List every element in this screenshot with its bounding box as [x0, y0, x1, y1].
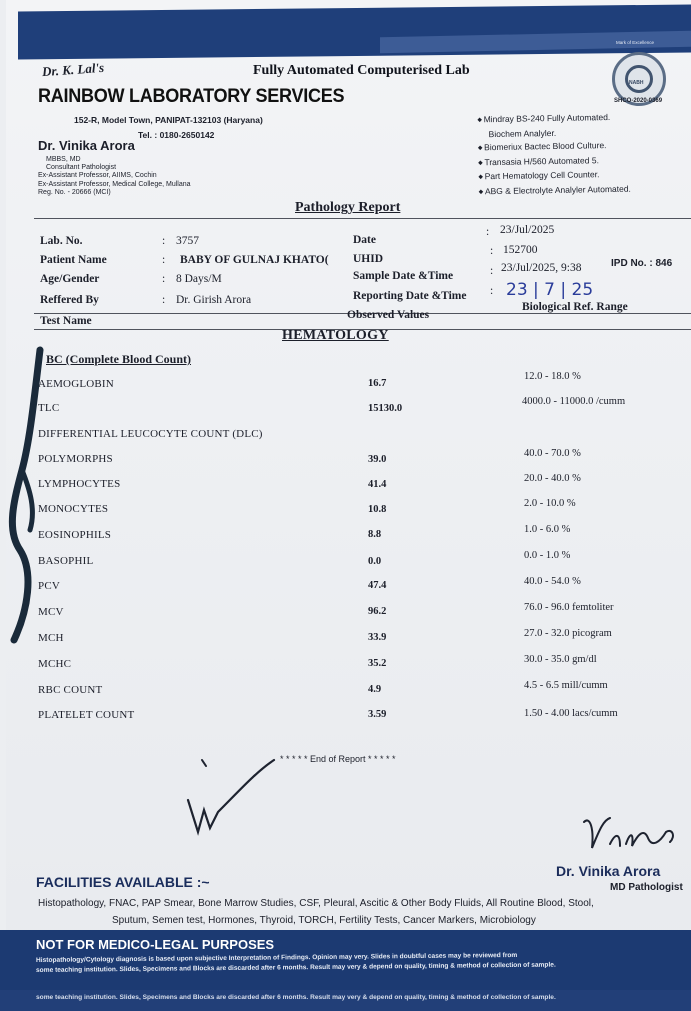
test-name: LYMPHOCYTES — [38, 478, 121, 490]
test-observed-value: 33.9 — [368, 632, 387, 643]
footer-heading: NOT FOR MEDICO-LEGAL PURPOSES — [36, 937, 275, 952]
equipment-list — [477, 111, 631, 200]
test-reference-range: 1.0 - 6.0 % — [524, 524, 571, 535]
test-reference-range: 12.0 - 18.0 % — [524, 371, 581, 382]
test-reference-range: 76.0 - 96.0 femtoliter — [524, 602, 614, 613]
test-name: MCV — [38, 606, 64, 618]
equipment-item: ◆ Part Hematology Cell Counter. — [478, 168, 631, 185]
doctor-name: Dr. Vinika Arora — [38, 138, 135, 153]
equipment-item: ◆ Mindray BS-240 Fully Automated. — [477, 111, 630, 128]
test-name: RBC COUNT — [38, 684, 103, 696]
lab-telephone: Tel. : 0180-2650142 — [138, 130, 215, 140]
sample-date-label: Sample Date &Time — [353, 270, 454, 282]
column-test-name: Test Name — [40, 315, 92, 327]
test-name: POLYMORPHS — [38, 453, 113, 465]
patient-name-value: BABY OF GULNAJ KHATO( — [180, 254, 329, 266]
referred-by-value: Dr. Girish Arora — [176, 294, 252, 306]
equipment-item: ◆ ABG & Electrolyte Analyler Automated. — [479, 182, 632, 199]
pathologist-signature — [576, 808, 686, 868]
test-name: MCHC — [38, 658, 72, 670]
colon: : — [162, 273, 166, 285]
test-name: DIFFERENTIAL LEUCOCYTE COUNT (DLC) — [38, 428, 263, 440]
lab-no-label: Lab. No. — [40, 235, 83, 247]
equipment-item: Biochem Analyler. — [488, 127, 557, 139]
qualification-line: Ex-Assistant Professor, Medical College, Mullana — [38, 180, 191, 188]
qualification-line: Consultant Pathologist — [46, 164, 117, 172]
reporting-date-handwritten: 23 | 7 | 25 — [506, 280, 594, 300]
test-reference-range: 40.0 - 54.0 % — [524, 576, 581, 587]
test-observed-value: 39.0 — [368, 454, 387, 465]
colon: : — [162, 235, 166, 247]
thread-overlay — [0, 340, 60, 660]
signatory-name: Dr. Vinika Arora — [556, 863, 661, 879]
test-reference-range: 1.50 - 4.00 lacs/cumm — [524, 708, 618, 719]
lab-address: 152-R, Model Town, PANIPAT-132103 (Haryana) — [74, 115, 263, 125]
test-observed-value: 47.4 — [368, 580, 387, 591]
test-observed-value: 16.7 — [368, 378, 387, 389]
end-of-report: * * * * * End of Report * * * * * — [280, 754, 396, 764]
test-observed-value: 3.59 — [368, 709, 387, 720]
test-observed-value: 10.8 — [368, 504, 387, 515]
doctor-qualifications — [38, 156, 191, 197]
lab-name: RAINBOW LABORATORY SERVICES — [38, 86, 345, 107]
signatory-title: MD Pathologist — [610, 882, 683, 893]
colon: : — [162, 294, 166, 306]
age-gender-value: 8 Days/M — [176, 273, 222, 285]
test-name: TLC — [38, 402, 60, 414]
date-value: 23/Jul/2025 — [500, 224, 555, 236]
certificate-code: SHCO-2020-0369 — [614, 98, 663, 104]
colon: : — [486, 226, 490, 238]
colon: : — [490, 285, 494, 297]
colon: : — [162, 254, 166, 266]
test-observed-value: 0.0 — [368, 556, 382, 567]
lab-no-value: 3757 — [176, 235, 199, 247]
age-gender-label: Age/Gender — [40, 273, 100, 285]
divider-top — [34, 218, 691, 219]
qualification-line: Reg. No. - 20666 (MCI) — [38, 188, 111, 196]
test-name: PLATELET COUNT — [38, 709, 135, 721]
test-reference-range: 20.0 - 40.0 % — [524, 473, 581, 484]
test-observed-value: 35.2 — [368, 658, 387, 669]
column-observed-values: Observed Values — [347, 309, 430, 321]
date-label: Date — [353, 234, 376, 246]
equipment-item: ◆ Transasia H/560 Automated 5. — [478, 153, 631, 170]
report-title: Pathology Report — [295, 200, 401, 215]
test-name: PCV — [38, 580, 60, 592]
qualification-line: Ex-Assistant Professor, AIIMS, Cochin — [38, 172, 157, 180]
colon: : — [490, 245, 494, 257]
test-reference-range: 4.5 - 6.5 mill/cumm — [524, 680, 608, 691]
section-hematology: HEMATOLOGY — [282, 328, 389, 343]
ipd-number: IPD No. : 846 — [611, 258, 673, 269]
test-reference-range: 27.0 - 32.0 picogram — [524, 628, 612, 639]
reporting-date-label: Reporting Date &Time — [353, 290, 467, 302]
facilities-line-2: Sputum, Semen test, Hormones, Thyroid, TORCH, Fertility Tests, Cancer Markers, Microbiology — [112, 915, 536, 926]
uhid-label: UHID — [353, 253, 384, 265]
test-reference-range: 2.0 - 10.0 % — [524, 498, 576, 509]
column-reference-range: Biological Ref. Range — [522, 301, 628, 313]
doctor-script-name: Dr. K. Lal's — [41, 59, 105, 80]
footer-disclaimer-1: Histopathology/Cytology diagnosis is based upon subjective Interpretation of Findings. Opinion may very. Slides in doubtful cases may be reviewed from — [35, 951, 518, 964]
qualification-line: MBBS, MD — [46, 156, 81, 163]
mark-of-excellence: Mark of Excellence — [616, 40, 655, 45]
test-name: BASOPHIL — [38, 555, 94, 567]
uhid-value: 152700 — [503, 244, 538, 256]
colon: : — [490, 265, 494, 277]
sample-date-value: 23/Jul/2025, 9:38 — [501, 262, 582, 274]
footer-disclaimer-2: some teaching institution. Slides, Specimens and Blocks are discarded after 6 months. Result may very & depend on quality, timing & method of collection of sample. — [35, 961, 556, 974]
test-name: MONOCYTES — [38, 503, 109, 515]
test-name: EOSINOPHILS — [38, 529, 112, 541]
referred-by-label: Reffered By — [40, 294, 99, 306]
facilities-heading: FACILITIES AVAILABLE :~ — [36, 874, 210, 890]
subsection-cbc: BC (Complete Blood Count) — [46, 352, 192, 366]
emblem-label: NABH — [629, 80, 644, 86]
test-reference-range: 30.0 - 35.0 gm/dl — [524, 654, 597, 665]
test-observed-value: 41.4 — [368, 479, 387, 490]
test-observed-value: 15130.0 — [368, 403, 403, 414]
test-name: MCH — [38, 632, 64, 644]
test-observed-value: 8.8 — [368, 529, 382, 540]
equipment-item: ◆ Biomeriux Bactec Blood Culture. — [478, 139, 631, 156]
lab-tagline: Fully Automated Computerised Lab — [253, 63, 470, 78]
test-reference-range: 0.0 - 1.0 % — [524, 550, 571, 561]
test-observed-value: 96.2 — [368, 606, 387, 617]
initials-signature — [170, 750, 290, 840]
test-observed-value: 4.9 — [368, 684, 382, 695]
facilities-line-1: Histopathology, FNAC, PAP Smear, Bone Marrow Studies, CSF, Pleural, Ascitic & Other Body Fluids, All Routine Blood, Stool, — [38, 898, 594, 909]
test-reference-range: 40.0 - 70.0 % — [524, 448, 581, 459]
patient-name-label: Patient Name — [40, 254, 107, 266]
footer-disclaimer-3: some teaching institution. Slides, Specimens and Blocks are discarded after 6 months. Result may very & depend on quality, timing & method of collection of sample. — [36, 994, 556, 1001]
test-name: AEMOGLOBIN — [38, 378, 114, 390]
test-reference-range: 4000.0 - 11000.0 /cumm — [522, 396, 626, 407]
